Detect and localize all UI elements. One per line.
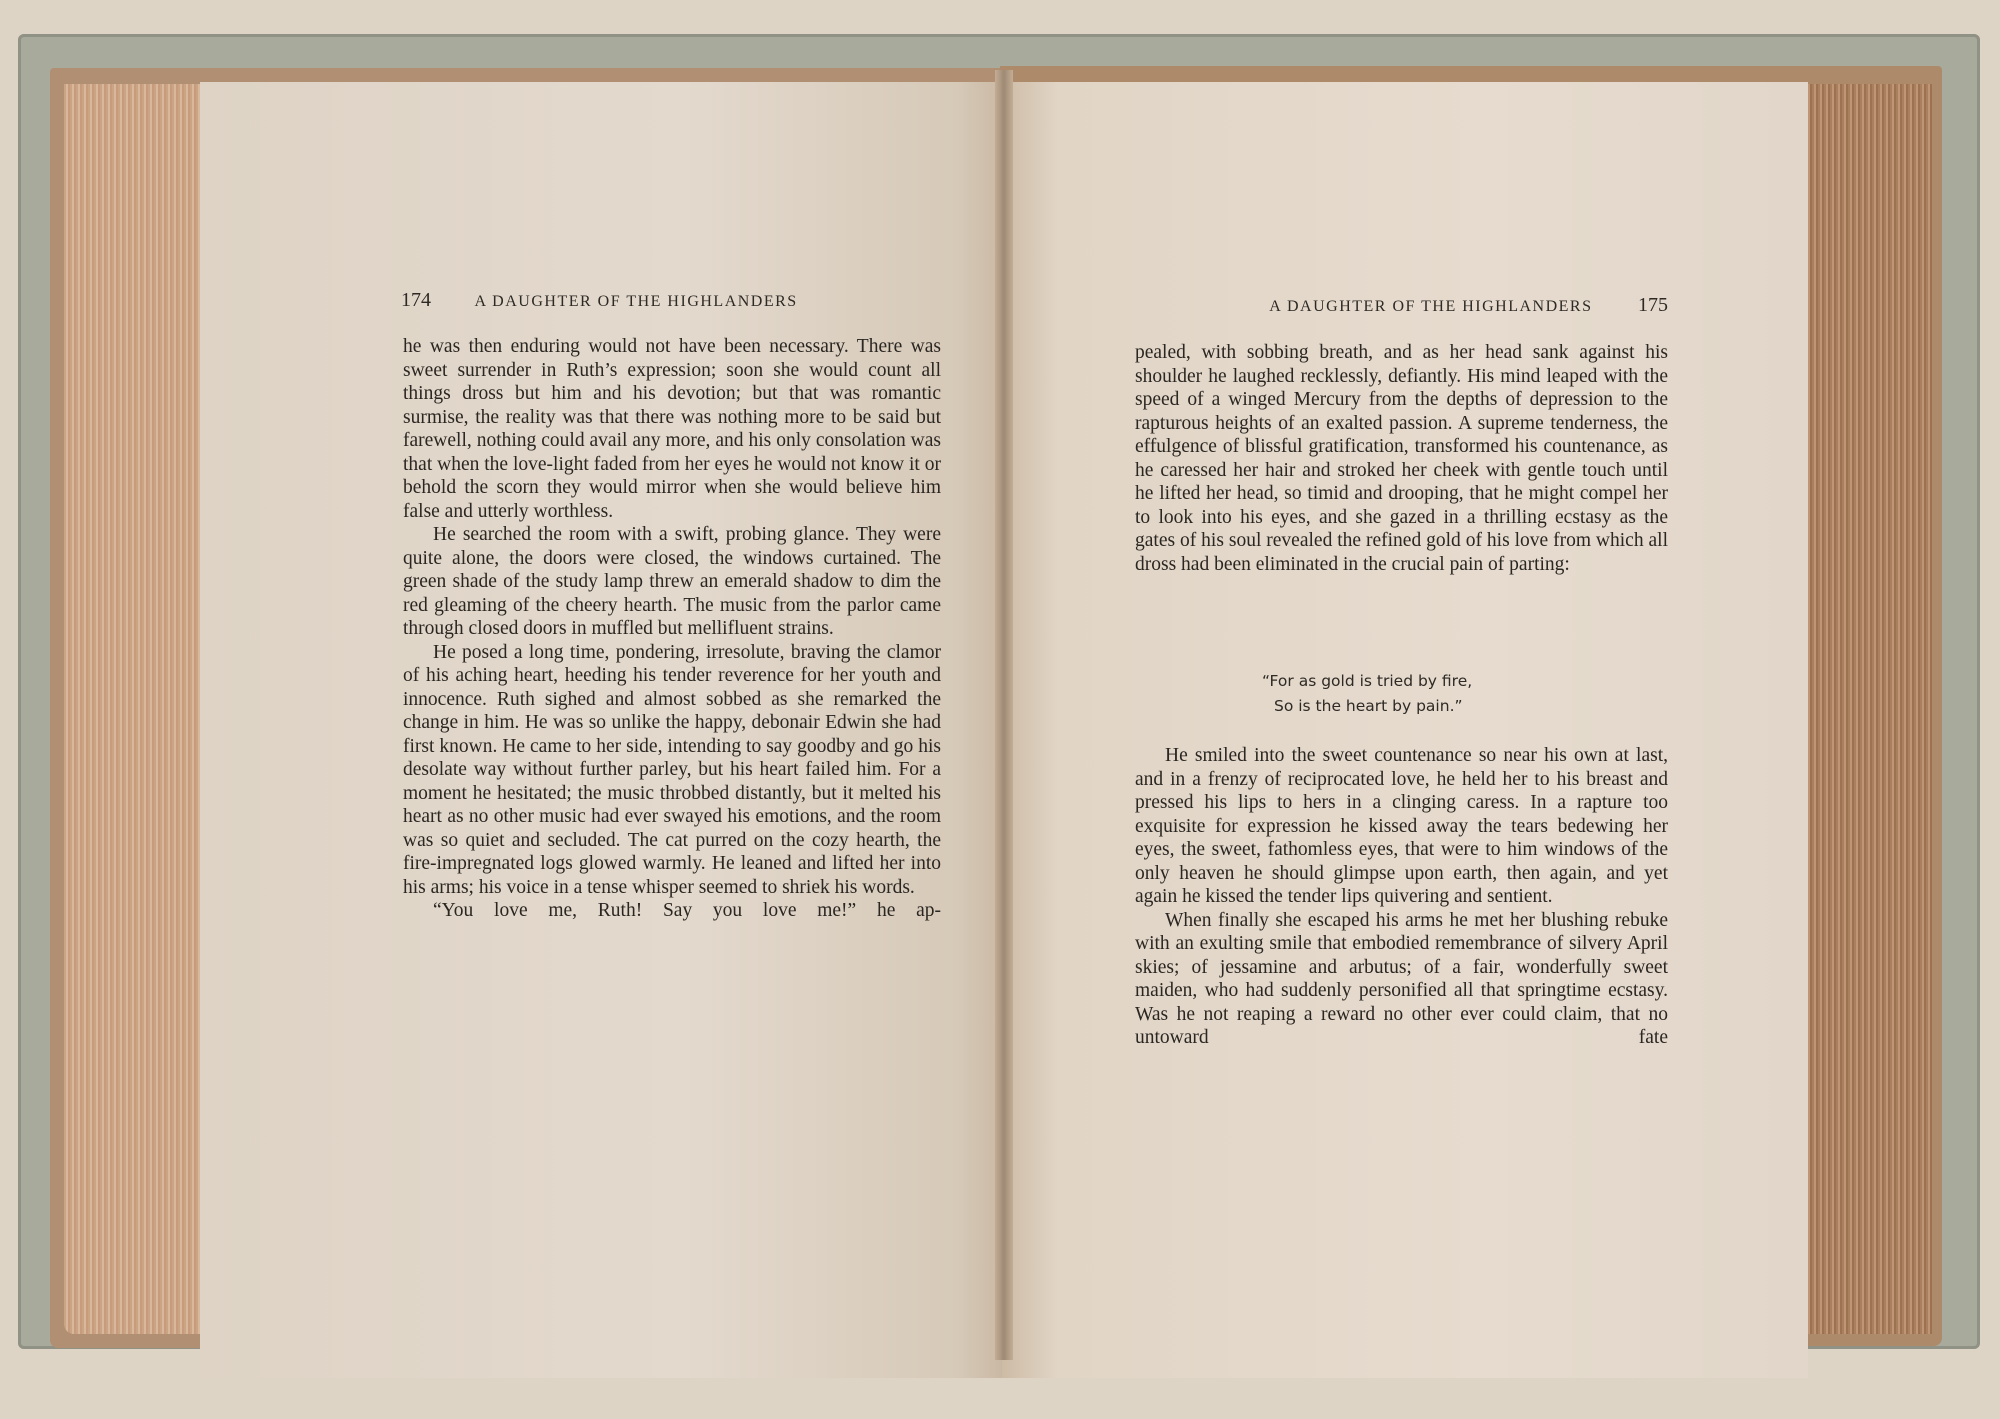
left-page-number: 174 <box>401 289 431 311</box>
right-running-head: A DAUGHTER OF THE HIGHLANDERS <box>1269 298 1593 315</box>
left-page-text <box>403 335 941 923</box>
right-paragraph-2: He smiled into the sweet countenance so near his own at last, and in a frenzy of reciprocated love, he held her to his breast and pressed his lips to hers in a clinging caress. In a rapture too exquisite for expression he kissed away the tears bedewing her eyes, the sweet, fathomless eyes, that were to him windows of the only heaven he should glimpse upon earth, then again, and yet again he kissed the tender lips quivering and sentient. <box>1135 745 1668 907</box>
right-paragraph-3: When finally she escaped his arms he met her blushing rebuke with an exulting smile that embodied remembrance of silvery April skies; of jessamine and arbutus; of a fair, wonderfully sweet maiden, who had suddenly personified all that springtime ecstasy. Was he not reaping a reward no other ever could claim, that no untoward fate <box>1135 909 1668 1048</box>
right-page-header <box>1190 294 1668 324</box>
right-page-text-bottom <box>1135 744 1668 1050</box>
left-page-edges <box>64 84 204 1334</box>
left-running-head: A DAUGHTER OF THE HIGHLANDERS <box>474 293 798 310</box>
epigraph <box>1262 669 1562 719</box>
right-paragraph-1: pealed, with sobbing breath, and as her head sank against his shoulder he laughed recklessly, defiantly. His mind leaped with the speed of a winged Mercury from the depths of depression to the rapturous heights of an exalted passion. A supreme tenderness, the effulgence of blissful gratification, transformed his countenance, as he caressed her hair and stroked her cheek with gentle touch until he lifted her head, so timid and drooping, that he might compel her to look into his eyes, and she gazed in a thrilling ecstasy as the gates of his soul revealed the refined gold of his love from which all dross had been eliminated in the crucial pain of parting: <box>1135 342 1668 575</box>
left-paragraph-3: He posed a long time, pondering, irresolute, braving the clamor of his aching heart, heeding his tender reverence for her youth and innocence. Ruth sighed and almost sobbed as she remarked the change in him. He was so unlike the happy, debonair Edwin she had first known. He came to her side, intending to say goodby and go his desolate way without further parley, but his heart failed him. For a moment he hesitated; the music throbbed distantly, but it melted his heart as no other music had ever swayed his emotions, and the room was so quiet and secluded. The cat purred on the cozy hearth, the fire-impregnated logs glowed warmly. He leaned and lifted her into his arms; his voice in a tense whisper seemed to shriek his words. <box>403 641 941 898</box>
left-paragraph-2: He searched the room with a swift, probing glance. They were quite alone, the doors were closed, the windows curtained. The green shade of the study lamp threw an emerald shadow to dim the red gleaming of the cheery hearth. The music from the parlor came through closed doors in muffled but mellifluent strains. <box>403 524 941 639</box>
right-page-number: 175 <box>1638 294 1668 316</box>
left-paragraph-4: “You love me, Ruth! Say you love me!” he ap- <box>433 900 941 921</box>
right-page-text-top <box>1135 341 1668 576</box>
right-page-edges <box>1800 84 1932 1334</box>
left-page-header <box>401 289 941 319</box>
book-gutter <box>995 70 1013 1360</box>
left-paragraph-1: he was then enduring would not have been necessary. There was sweet surrender in Ruth’s expression; soon she would count all things dross but him and his devotion; but that was romantic surmise, the reality was that there was nothing more to be said but farewell, nothing could avail any more, and his only consolation was that when the love-light faded from her eyes he would not know it or behold the scorn they would mirror when she would believe him false and utterly worthless. <box>403 336 941 522</box>
epigraph-line-1: “For as gold is tried by fire, <box>1262 672 1473 690</box>
epigraph-line-2: So is the heart by pain.” <box>1274 697 1463 715</box>
right-page <box>1002 82 1808 1378</box>
